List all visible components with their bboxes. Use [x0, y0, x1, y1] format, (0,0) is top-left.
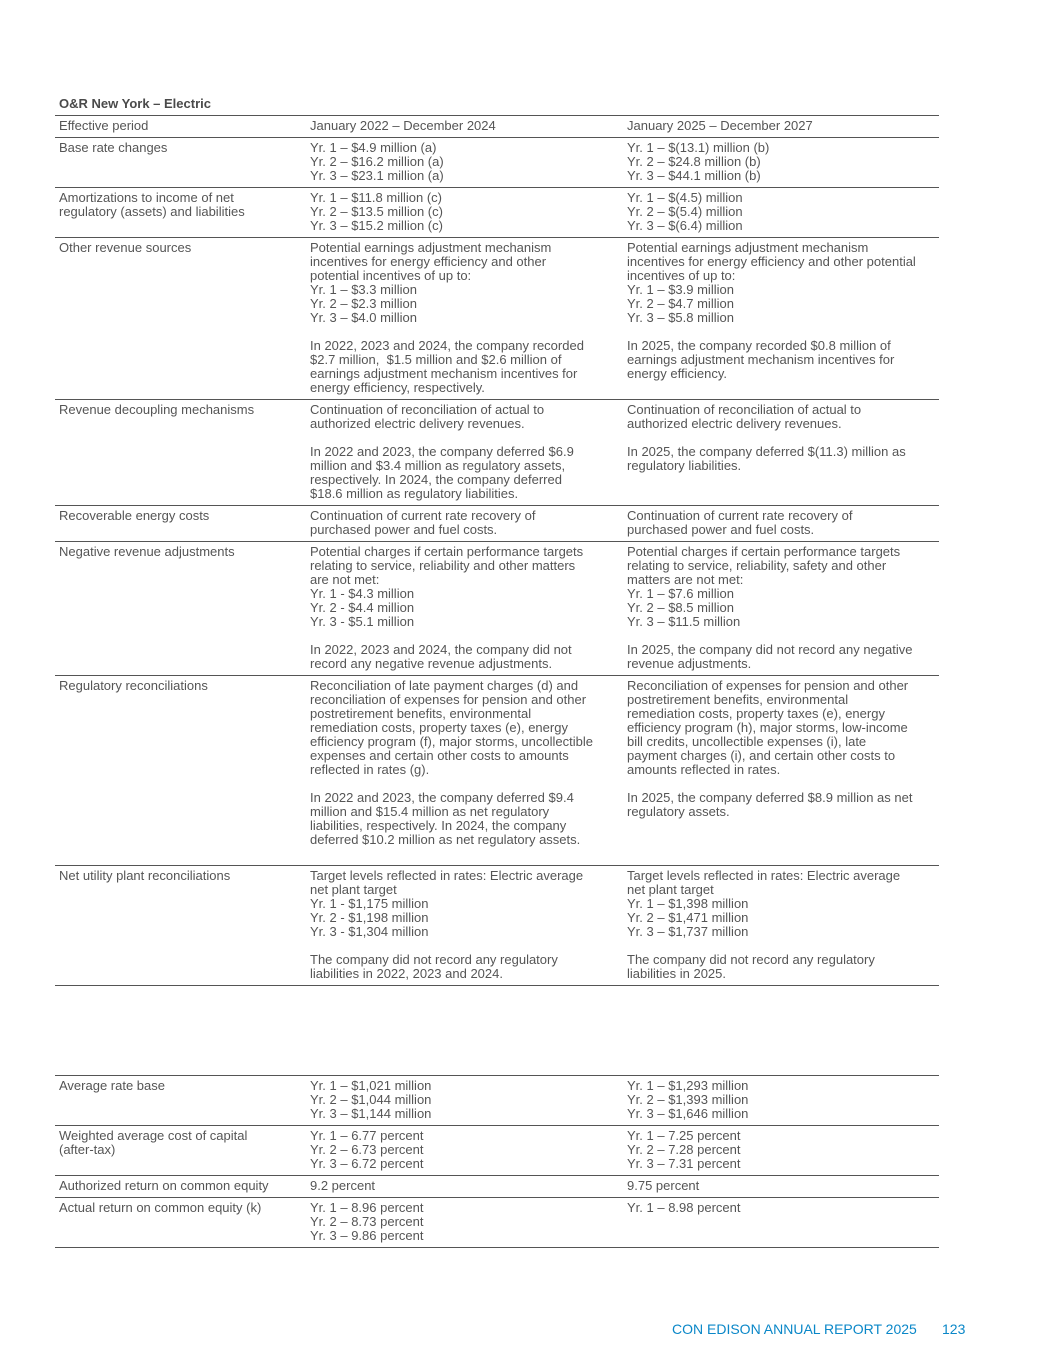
cell-line: authorized electric delivery revenues.: [310, 416, 525, 431]
table-header-row: [55, 115, 939, 138]
rate-plan-table-continued: [55, 1075, 939, 1248]
cell-line: purchased power and fuel costs.: [310, 522, 498, 537]
cell-line: [310, 939, 617, 953]
cell-line: Yr. 2 - $1,198 million: [310, 910, 429, 925]
table-row: [55, 542, 939, 676]
period-1-cell: [306, 1076, 623, 1125]
cell-line: matters are not met:: [627, 572, 744, 587]
period-1-cell: [306, 866, 623, 985]
cell-line: Yr. 2 – $8.5 million: [627, 600, 734, 615]
cell-line: amounts reflected in rates.: [627, 762, 781, 777]
cell-line: The company did not record any regulatory: [627, 952, 875, 967]
cell-line: incentives for energy efficiency and other potential: [627, 254, 916, 269]
cell-line: net plant target: [627, 882, 714, 897]
cell-line: Potential earnings adjustment mechanism: [310, 240, 552, 255]
cell-line: Yr. 2 – $16.2 million (a): [310, 154, 444, 169]
cell-line: $18.6 million as regulatory liabilities.: [310, 486, 519, 501]
cell-line: Weighted average cost of capital: [59, 1128, 248, 1143]
cell-line: Yr. 1 – $11.8 million (c): [310, 190, 442, 205]
period-2-cell: [623, 542, 939, 675]
cell-line: Yr. 1 – 7.25 percent: [627, 1128, 741, 1143]
cell-line: efficiency program (h), major storms, low-income: [627, 720, 908, 735]
period-1-cell: [306, 138, 623, 187]
cell-line: potential incentives of up to:: [310, 268, 472, 283]
cell-line: 9.2 percent: [310, 1178, 376, 1193]
cell-line: revenue adjustments.: [627, 656, 752, 671]
cell-line: In 2025, the company deferred $(11.3) million as: [627, 444, 906, 459]
cell-line: [627, 939, 935, 953]
cell-line: Continuation of reconciliation of actual to: [627, 402, 862, 417]
cell-line: Yr. 1 – $(13.1) million (b): [627, 140, 770, 155]
cell-line: 9.75 percent: [627, 1178, 700, 1193]
cell-line: are not met:: [310, 572, 380, 587]
cell-line: regulatory (assets) and liabilities: [59, 204, 245, 219]
cell-line: remediation costs, property taxes (e), energy: [310, 720, 568, 735]
page-number: 123: [942, 1321, 966, 1337]
period-2-cell: [623, 238, 939, 399]
cell-line: Potential earnings adjustment mechanism: [627, 240, 869, 255]
row-label: [55, 1198, 306, 1247]
table-row: [55, 676, 939, 866]
cell-line: bill credits, uncollectible expenses (i), late: [627, 734, 867, 749]
header-label: Effective period: [59, 118, 149, 133]
cell-line: (after-tax): [59, 1142, 116, 1157]
table-row: [55, 1198, 939, 1248]
row-label: [55, 188, 306, 237]
cell-line: Yr. 2 – 8.73 percent: [310, 1214, 424, 1229]
cell-line: Yr. 3 – $1,144 million: [310, 1106, 432, 1121]
cell-line: Yr. 1 – 8.96 percent: [310, 1200, 424, 1215]
cell-line: Yr. 3 – $5.8 million: [627, 310, 734, 325]
period-1-cell: [306, 1198, 623, 1247]
cell-line: In 2022 and 2023, the company deferred $6.9: [310, 444, 574, 459]
period-2-cell: [623, 676, 939, 851]
cell-line: Yr. 3 - $1,304 million: [310, 924, 429, 939]
cell-line: Yr. 1 – $1,293 million: [627, 1078, 749, 1093]
cell-line: Net utility plant reconciliations: [59, 868, 231, 883]
period-2-cell: [623, 400, 939, 505]
period-2-cell: [623, 138, 939, 187]
cell-line: incentives for energy efficiency and other: [310, 254, 547, 269]
table-row: [55, 1075, 939, 1126]
table-row: [55, 400, 939, 506]
cell-line: Yr. 1 – $(4.5) million: [627, 190, 743, 205]
period-1-cell: [306, 676, 623, 851]
cell-line: Yr. 1 – $7.6 million: [627, 586, 734, 601]
row-label: [55, 238, 306, 399]
cell-line: Yr. 2 – $13.5 million (c): [310, 204, 443, 219]
cell-line: Amortizations to income of net: [59, 190, 234, 205]
cell-line: regulatory liabilities.: [627, 458, 742, 473]
cell-line: liabilities, respectively. In 2024, the company: [310, 818, 567, 833]
cell-line: relating to service, reliability and other matters: [310, 558, 576, 573]
cell-line: [310, 629, 617, 643]
cell-line: respectively. In 2024, the company deferred: [310, 472, 562, 487]
cell-line: Reconciliation of expenses for pension and other: [627, 678, 909, 693]
cell-line: Yr. 1 – $3.9 million: [627, 282, 734, 297]
row-label: [55, 676, 306, 851]
cell-line: Base rate changes: [59, 140, 168, 155]
cell-line: incentives of up to:: [627, 268, 736, 283]
cell-line: Yr. 2 – $1,471 million: [627, 910, 749, 925]
cell-line: million and $15.4 million as net regulatory: [310, 804, 550, 819]
cell-line: Yr. 3 – $(6.4) million: [627, 218, 743, 233]
table-row: [55, 238, 939, 400]
cell-line: Potential charges if certain performance targets: [627, 544, 901, 559]
cell-line: million and $3.4 million as regulatory assets,: [310, 458, 566, 473]
cell-line: Yr. 2 – $(5.4) million: [627, 204, 743, 219]
table-row: [55, 188, 939, 238]
period-2-cell: [623, 1076, 939, 1125]
cell-line: liabilities in 2025.: [627, 966, 727, 981]
cell-line: Recoverable energy costs: [59, 508, 210, 523]
cell-line: Yr. 2 – 7.28 percent: [627, 1142, 741, 1157]
cell-line: Yr. 3 – 9.86 percent: [310, 1228, 424, 1243]
cell-line: energy efficiency, respectively.: [310, 380, 485, 395]
period-2-cell: [623, 866, 939, 985]
cell-line: Continuation of current rate recovery of: [310, 508, 536, 523]
cell-line: Yr. 1 – $1,021 million: [310, 1078, 432, 1093]
cell-line: [310, 431, 617, 445]
cell-line: Yr. 2 – $2.3 million: [310, 296, 417, 311]
cell-line: net plant target: [310, 882, 397, 897]
row-label: [55, 542, 306, 675]
header-period-2: January 2025 – December 2027: [627, 118, 813, 133]
cell-line: Yr. 1 – 8.98 percent: [627, 1200, 741, 1215]
cell-line: [627, 325, 935, 339]
cell-line: The company did not record any regulatory: [310, 952, 558, 967]
cell-line: Yr. 3 – $11.5 million: [627, 614, 741, 629]
cell-line: Yr. 1 – $3.3 million: [310, 282, 417, 297]
cell-line: postretirement benefits, environmental: [310, 706, 532, 721]
cell-line: expenses and certain other costs to amounts: [310, 748, 569, 763]
cell-line: Average rate base: [59, 1078, 165, 1093]
period-2-cell: [623, 1126, 939, 1175]
row-label: [55, 1076, 306, 1125]
table-row: [55, 1176, 939, 1198]
footer-report-title: CON EDISON ANNUAL REPORT 2025: [672, 1321, 917, 1337]
period-1-cell: [306, 238, 623, 399]
row-label: [55, 138, 306, 187]
cell-line: earnings adjustment mechanism incentives for: [310, 366, 578, 381]
period-1-cell: [306, 400, 623, 505]
cell-line: Actual return on common equity (k): [59, 1200, 262, 1215]
cell-line: reconciliation of expenses for pension and other: [310, 692, 587, 707]
cell-line: Yr. 3 – 7.31 percent: [627, 1156, 741, 1171]
cell-line: record any negative revenue adjustments.: [310, 656, 553, 671]
period-2-cell: [623, 506, 939, 541]
period-1-cell: [306, 188, 623, 237]
cell-line: deferred $10.2 million as net regulatory assets.: [310, 832, 581, 847]
period-2-cell: [623, 1176, 939, 1197]
cell-line: [627, 629, 935, 643]
table-row: [55, 506, 939, 542]
cell-line: efficiency program (f), major storms, uncollectible: [310, 734, 593, 749]
cell-line: Yr. 1 – $4.9 million (a): [310, 140, 437, 155]
period-1-cell: [306, 1176, 623, 1197]
cell-line: Yr. 1 – 6.77 percent: [310, 1128, 424, 1143]
period-1-cell: [306, 506, 623, 541]
cell-line: Yr. 2 – $24.8 million (b): [627, 154, 761, 169]
cell-line: Target levels reflected in rates: Electric average: [310, 868, 584, 883]
cell-line: reflected in rates (g).: [310, 762, 430, 777]
cell-line: Yr. 3 – 6.72 percent: [310, 1156, 424, 1171]
cell-line: Yr. 1 – $1,398 million: [627, 896, 749, 911]
cell-line: Target levels reflected in rates: Electric average: [627, 868, 901, 883]
cell-line: Yr. 1 - $4.3 million: [310, 586, 415, 601]
cell-line: Yr. 1 - $1,175 million: [310, 896, 429, 911]
cell-line: Yr. 3 – $23.1 million (a): [310, 168, 444, 183]
table-row: [55, 1126, 939, 1176]
cell-line: Negative revenue adjustments: [59, 544, 235, 559]
cell-line: Continuation of reconciliation of actual to: [310, 402, 545, 417]
cell-line: Revenue decoupling mechanisms: [59, 402, 255, 417]
cell-line: $2.7 million, $1.5 million and $2.6 million of: [310, 352, 562, 367]
cell-line: [310, 325, 617, 339]
cell-line: Yr. 2 - $4.4 million: [310, 600, 415, 615]
cell-line: In 2025, the company did not record any negative: [627, 642, 913, 657]
cell-line: earnings adjustment mechanism incentives for: [627, 352, 895, 367]
cell-line: energy efficiency.: [627, 366, 727, 381]
cell-line: In 2022, 2023 and 2024, the company did not: [310, 642, 572, 657]
row-label: [55, 1176, 306, 1197]
cell-line: Yr. 3 – $44.1 million (b): [627, 168, 761, 183]
row-label: [55, 400, 306, 505]
cell-line: [627, 431, 935, 445]
row-label: [55, 866, 306, 985]
cell-line: Yr. 2 – 6.73 percent: [310, 1142, 424, 1157]
cell-line: relating to service, reliability, safety and other: [627, 558, 887, 573]
cell-line: Reconciliation of late payment charges (d) and: [310, 678, 579, 693]
period-2-cell: [623, 188, 939, 237]
cell-line: Yr. 3 – $4.0 million: [310, 310, 417, 325]
cell-line: Yr. 2 – $4.7 million: [627, 296, 734, 311]
cell-line: Authorized return on common equity: [59, 1178, 269, 1193]
cell-line: Yr. 3 – $15.2 million (c): [310, 218, 443, 233]
cell-line: In 2025, the company recorded $0.8 million of: [627, 338, 891, 353]
cell-line: In 2025, the company deferred $8.9 million as net: [627, 790, 913, 805]
period-1-cell: [306, 1126, 623, 1175]
table-row: [55, 138, 939, 188]
period-2-cell: [623, 1198, 939, 1247]
rate-plan-table: [55, 115, 939, 986]
cell-line: Regulatory reconciliations: [59, 678, 208, 693]
cell-line: Potential charges if certain performance targets: [310, 544, 584, 559]
cell-line: Yr. 3 – $1,646 million: [627, 1106, 749, 1121]
cell-line: authorized electric delivery revenues.: [627, 416, 842, 431]
cell-line: payment charges (i), and certain other costs to: [627, 748, 896, 763]
cell-line: [627, 777, 935, 791]
cell-line: Other revenue sources: [59, 240, 192, 255]
cell-line: purchased power and fuel costs.: [627, 522, 815, 537]
header-period-1: January 2022 – December 2024: [310, 118, 496, 133]
section-title: O&R New York – Electric: [59, 96, 211, 111]
cell-line: In 2022 and 2023, the company deferred $9.4: [310, 790, 574, 805]
cell-line: liabilities in 2022, 2023 and 2024.: [310, 966, 503, 981]
cell-line: Continuation of current rate recovery of: [627, 508, 853, 523]
cell-line: [310, 777, 617, 791]
cell-line: postretirement benefits, environmental: [627, 692, 849, 707]
cell-line: Yr. 3 - $5.1 million: [310, 614, 415, 629]
cell-line: remediation costs, property taxes (e), energy: [627, 706, 885, 721]
row-label: [55, 506, 306, 541]
cell-line: In 2022, 2023 and 2024, the company recorded: [310, 338, 584, 353]
period-1-cell: [306, 542, 623, 675]
table-row: [55, 866, 939, 986]
cell-line: regulatory assets.: [627, 804, 730, 819]
row-label: [55, 1126, 306, 1175]
cell-line: Yr. 2 – $1,393 million: [627, 1092, 749, 1107]
cell-line: Yr. 3 – $1,737 million: [627, 924, 749, 939]
cell-line: Yr. 2 – $1,044 million: [310, 1092, 432, 1107]
